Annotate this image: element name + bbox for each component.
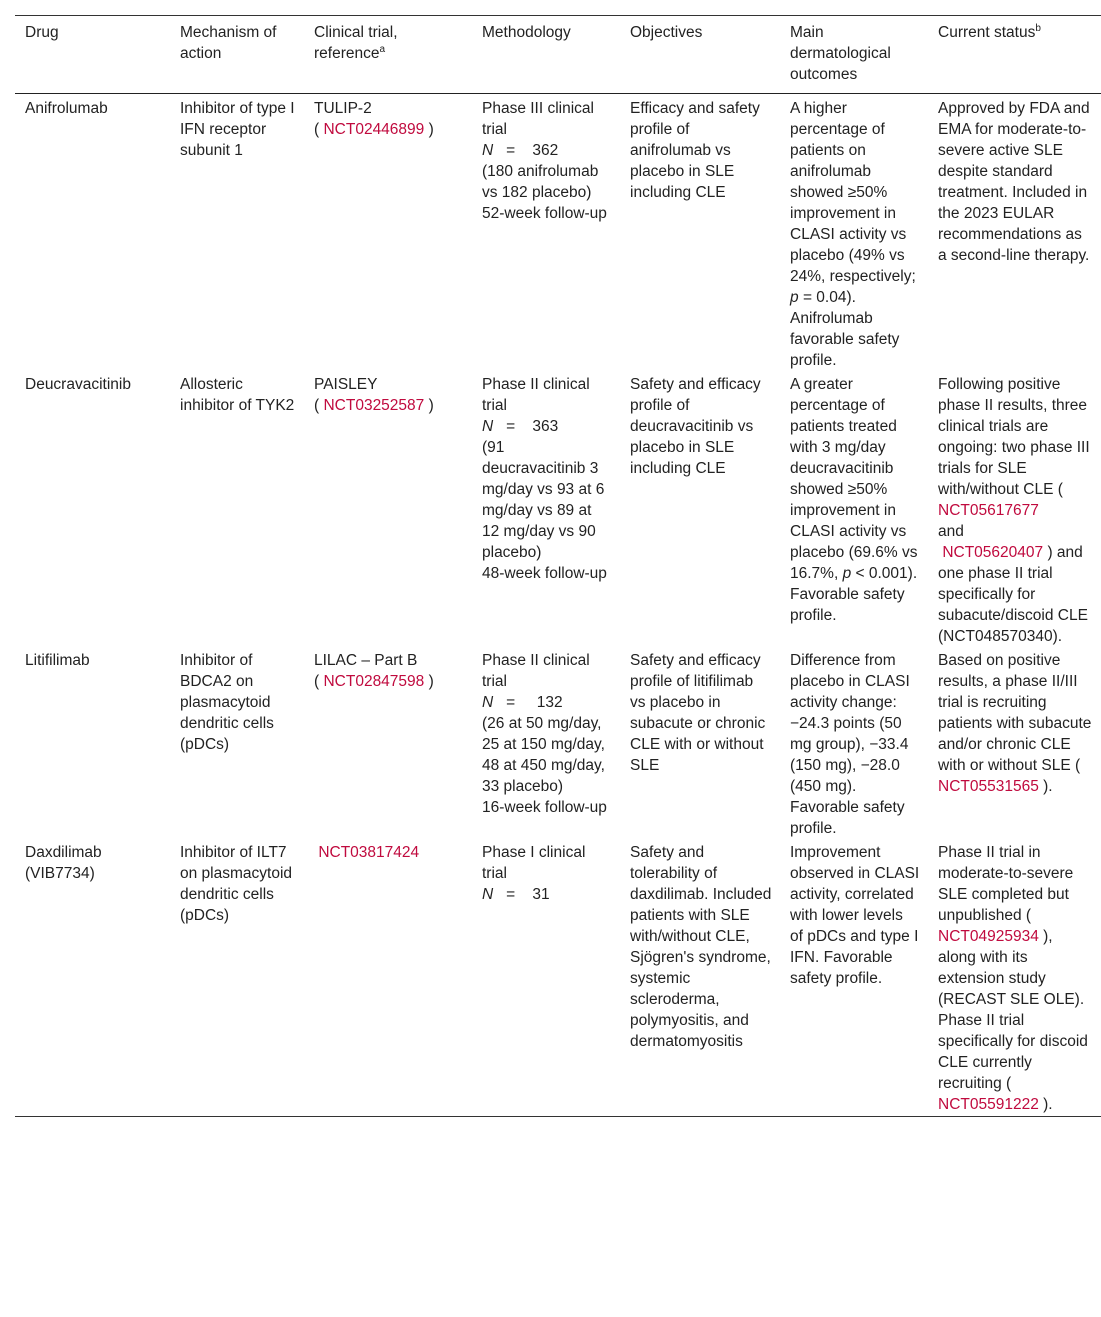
objectives-cell: Safety and tolerability of daxdilimab. Included patients with SLE with/without CLE, Sjögren's syndrome, systemic scleroderma, polymyositis, and dermatomyositis: [630, 844, 772, 1050]
footnote-b: b: [1035, 22, 1041, 34]
methodology-cell: Phase III clinical trial N = 362 (180 anifrolumab vs 182 placebo) 52-week follow-up: [482, 100, 607, 222]
header-objectives: Objectives: [630, 24, 703, 41]
objectives-cell: Safety and efficacy profile of deucravacitinib vs placebo in SLE including CLE: [630, 376, 761, 477]
objectives-cell: Efficacy and safety profile of anifrolumab vs placebo in SLE including CLE: [630, 100, 760, 201]
mechanism-cell: Inhibitor of type I IFN receptor subunit 1: [180, 100, 295, 159]
drug-cell: Litifilimab: [25, 652, 90, 669]
status-link[interactable]: NCT05620407: [942, 544, 1044, 561]
objectives-cell: Safety and efficacy profile of litifilimab vs placebo in subacute or chronic CLE with or without SLE: [630, 652, 766, 774]
table-row: [15, 372, 1101, 648]
status-cell: Based on positive results, a phase II/III trial is recruiting patients with subacute and/or chronic CLE with or without SLE ( NCT05531565 ).: [938, 652, 1092, 795]
outcomes-cell: A higher percentage of patients on anifrolumab showed ≥50% improvement in CLASI activity vs placebo (49% vs 24%, respectively; p = 0.04). Anifrolumab favorable safety profile.: [790, 100, 916, 369]
mechanism-cell: Inhibitor of BDCA2 on plasmacytoid dendritic cells (pDCs): [180, 652, 274, 753]
trial-link[interactable]: NCT02847598: [323, 673, 425, 690]
footnote-a: a: [379, 43, 386, 55]
outcomes-cell: Improvement observed in CLASI activity, correlated with lower levels of pDCs and type I IFN. Favorable safety profile.: [790, 844, 920, 987]
trial-link[interactable]: NCT03817424: [318, 844, 420, 861]
methodology-cell: Phase II clinical trial N = 132 (26 at 50 mg/day, 25 at 150 mg/day, 48 at 450 mg/day, 33 placebo) 16-week follow-up: [482, 652, 607, 816]
header-trial: Clinical trial, reference$^a$: [314, 24, 398, 62]
table-row: [15, 94, 1101, 373]
status-cell: Approved by FDA and EMA for moderate-to-severe active SLE despite standard treatment. Included in the 2023 EULAR recommendations as a second-line therapy.: [938, 100, 1090, 264]
trial-link[interactable]: NCT02446899: [323, 121, 425, 138]
header-outcomes: Main dermatological outcomes: [790, 24, 891, 83]
drug-cell: Deucravacitinib: [25, 376, 131, 393]
trial-link[interactable]: NCT03252587: [323, 397, 425, 414]
methodology-cell: Phase II clinical trial N = 363 (91 deucravacitinib 3 mg/day vs 93 at 6 mg/day vs 89 at 12 mg/day vs 90 placebo) 48-week follow-up: [482, 376, 607, 582]
status-link[interactable]: NCT04925934: [938, 928, 1039, 945]
header-methodology: Methodology: [482, 24, 571, 41]
header-mechanism: Mechanism of action: [180, 24, 277, 62]
drug-cell: Daxdilimab (VIB7734): [25, 844, 102, 882]
trial-cell: PAISLEY ( NCT03252587 ): [314, 376, 434, 414]
mechanism-cell: Allosteric inhibitor of TYK2: [180, 376, 295, 414]
table-row: [15, 648, 1101, 840]
methodology-cell: Phase I clinical trial N = 31: [482, 844, 586, 903]
status-cell: Phase II trial in moderate-to-severe SLE completed but unpublished ( NCT04925934 ), along with its extension study (RECAST SLE OLE). Phase II trial specifically for discoid CLE currently recruiting ( NCT05591222 ).: [938, 844, 1088, 1113]
outcomes-cell: A greater percentage of patients treated with 3 mg/day deucravacitinib showed ≥50% improvement in CLASI activity vs placebo (69.6% vs 16.7%, p < 0.001). Favorable safety profile.: [790, 376, 918, 624]
header-drug: Drug: [25, 24, 59, 41]
trial-table: [15, 15, 1101, 1117]
header-row: [15, 16, 1101, 94]
status-link[interactable]: NCT05617677: [938, 502, 1039, 519]
drug-cell: Anifrolumab: [25, 100, 108, 117]
header-status: Current status$^b$: [938, 22, 1041, 41]
trial-cell: LILAC – Part B ( NCT02847598 ): [314, 652, 434, 690]
status-cell: Following positive phase II results, three clinical trials are ongoing: two phase III trials for SLE with/without CLE ( NCT05617677 and NCT05620407 ) and one phase II trial specifically for subacute/discoid CLE (NCT048570340).: [938, 376, 1090, 645]
table-row: [15, 840, 1101, 1117]
outcomes-cell: Difference from placebo in CLASI activity change: −24.3 points (50 mg group), −33.4 (150 mg), −28.0 (450 mg). Favorable safety profile.: [790, 652, 910, 837]
trial-cell: [304, 840, 472, 1117]
status-link[interactable]: NCT05531565: [938, 778, 1039, 795]
status-link[interactable]: NCT05591222: [938, 1096, 1039, 1113]
mechanism-cell: Inhibitor of ILT7 on plasmacytoid dendritic cells (pDCs): [180, 844, 293, 924]
trial-cell: TULIP-2 ( NCT02446899 ): [314, 100, 434, 138]
